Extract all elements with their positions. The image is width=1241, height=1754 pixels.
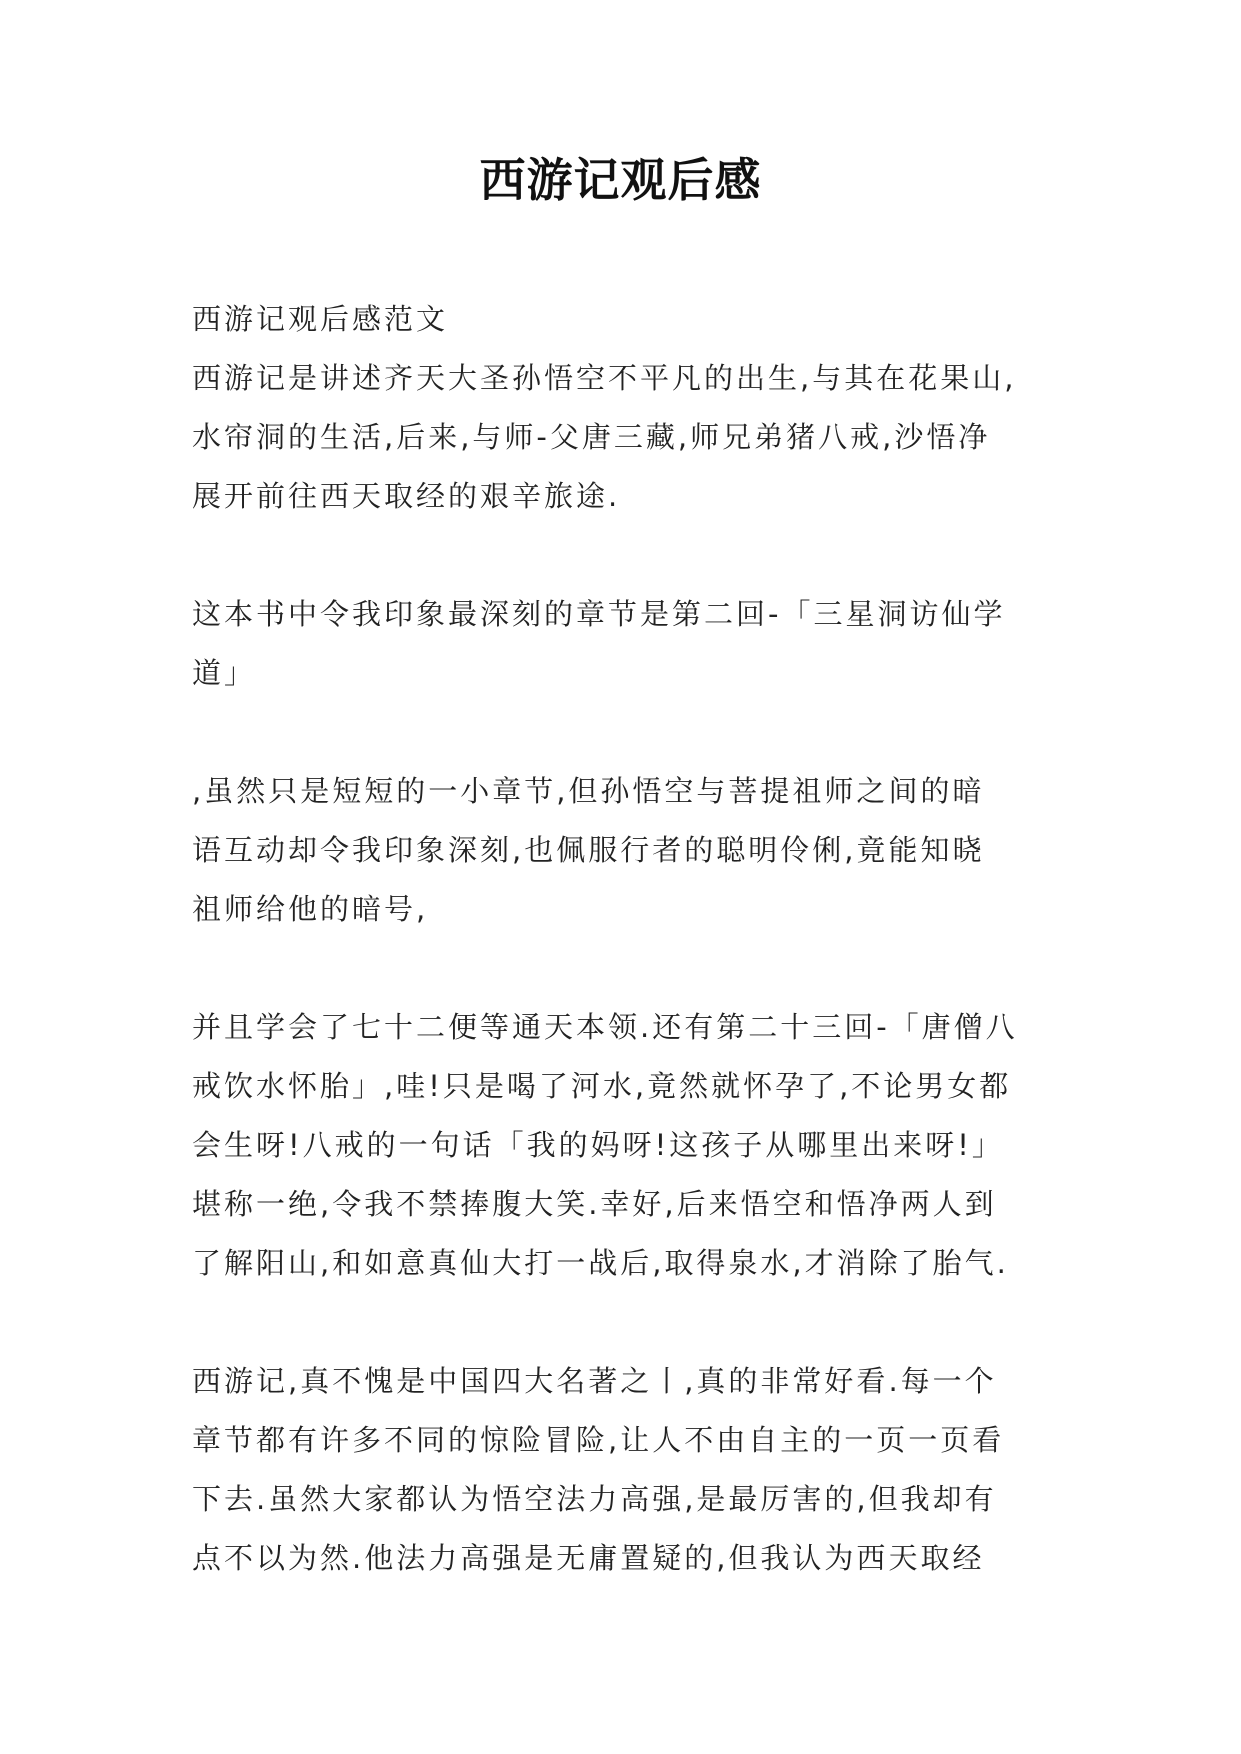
document-body [192,290,1062,1588]
paragraph-line: 堪称一绝,令我不禁捧腹大笑.幸好,后来悟空和悟净两人到 [192,1187,997,1221]
paragraph-line: ,虽然只是短短的一小章节,但孙悟空与菩提祖师之间的暗 [192,774,985,808]
paragraph-line: 西游记是讲述齐天大圣孙悟空不平凡的出生,与其在花果山, [192,361,1017,395]
paragraph-line: 并且学会了七十二便等通天本领.还有第二十三回-「唐僧八 [192,1010,1018,1044]
paragraph-line: 西游记,真不愧是中国四大名著之丨,真的非常好看.每一个 [192,1364,997,1398]
paragraph-gap [192,703,1062,762]
subtitle-line: 西游记观后感范文 [192,302,449,336]
paragraph-line: 这本书中令我印象最深刻的章节是第二回-「三星洞访仙学 [192,597,1006,631]
paragraph-line: 会生呀!八戒的一句话「我的妈呀!这孩子从哪里出来呀!」 [192,1128,1004,1162]
paragraph-line: 展开前往西天取经的艰辛旅途. [192,479,621,513]
paragraph-line: 道」 [192,656,257,690]
paragraph-line: 章节都有许多不同的惊险冒险,让人不由自主的一页一页看 [192,1423,1005,1457]
paragraph-line: 祖师给他的暗号, [192,892,429,926]
paragraph-line: 下去.虽然大家都认为悟空法力高强,是最厉害的,但我却有 [192,1482,997,1516]
paragraph-line: 语互动却令我印象深刻,也佩服行者的聪明伶俐,竟能知晓 [192,833,985,867]
paragraph-gap [192,939,1062,998]
document-title: 西游记观后感 [479,153,762,207]
paragraph-line: 水帘洞的生活,后来,与师-父唐三藏,师兄弟猪八戒,沙悟净 [192,420,991,454]
paragraph-gap [192,526,1062,585]
paragraph-line: 了解阳山,和如意真仙大打一战后,取得泉水,才消除了胎气. [192,1246,1009,1280]
paragraph-line: 点不以为然.他法力高强是无庸置疑的,但我认为西天取经 [192,1541,985,1575]
paragraph-gap [192,1293,1062,1352]
paragraph-line: 戒饮水怀胎」,哇!只是喝了河水,竟然就怀孕了,不论男女都 [192,1069,1012,1103]
